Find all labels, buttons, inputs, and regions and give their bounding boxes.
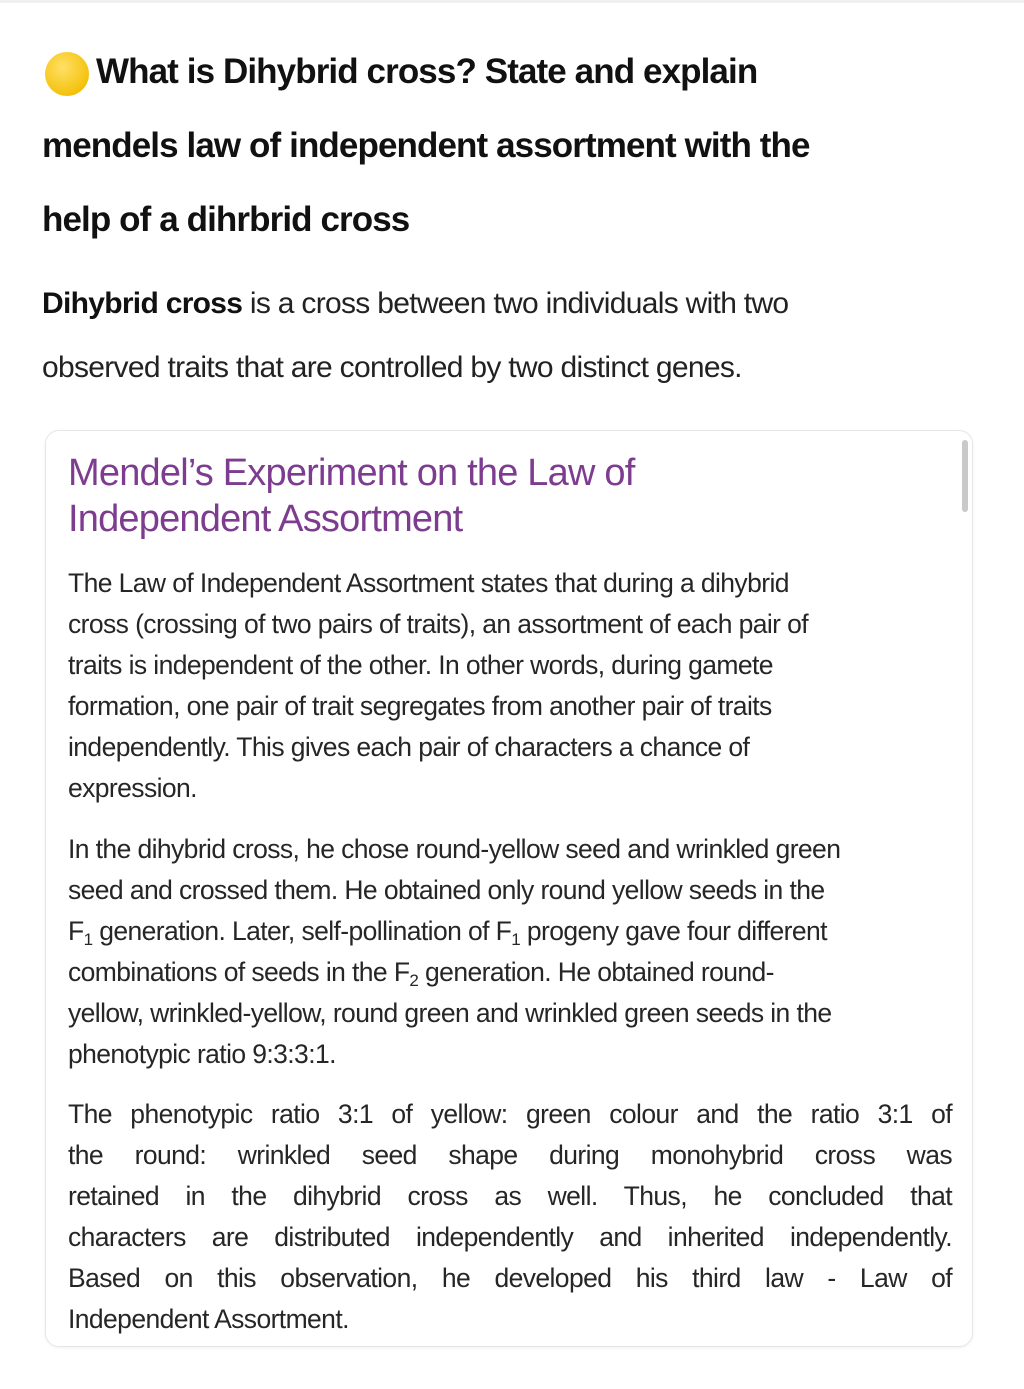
para3-line: characters are distributed independently and inherited independently.	[68, 1222, 952, 1252]
para1-line: traits is independent of the other. In other words, during gamete	[68, 650, 773, 680]
question-line-2: mendels law of independent assortment with the	[42, 126, 810, 165]
subscript: 2	[409, 971, 419, 990]
card-title-line-1: Mendel’s Experiment on the Law of	[68, 452, 635, 494]
subscript: 1	[83, 930, 93, 949]
yellow-circle-icon	[45, 52, 89, 96]
definition-line-2: observed traits that are controlled by two distinct genes.	[42, 351, 742, 384]
para2-line: seed and crossed them. He obtained only round yellow seeds in the	[68, 875, 825, 905]
definition-line-1	[42, 287, 788, 321]
para1-line: independently. This gives each pair of characters a chance of	[68, 732, 750, 762]
para3-line: Independent Assortment.	[68, 1304, 349, 1334]
para3-line: Based on this observation, he developed his third law - Law of	[68, 1263, 952, 1293]
para1-line: expression.	[68, 773, 197, 803]
top-divider	[0, 0, 1024, 3]
text: generation. Later, self-pollination of F	[92, 916, 512, 946]
para2-line: yellow, wrinkled-yellow, round green and wrinkled green seeds in the	[68, 998, 832, 1028]
definition-term: Dihybrid cross	[42, 287, 243, 320]
para2-line: phenotypic ratio 9:3:3:1.	[68, 1039, 336, 1069]
card-title-line-2: Independent Assortment	[68, 498, 463, 540]
card-scrollbar[interactable]	[962, 440, 968, 512]
para3-line: The phenotypic ratio 3:1 of yellow: green colour and the ratio 3:1 of	[68, 1099, 952, 1129]
question-line-3: help of a dihrbrid cross	[42, 200, 410, 239]
para1-line: The Law of Independent Assortment states that during a dihybrid	[68, 568, 789, 598]
para1-line: formation, one pair of trait segregates from another pair of traits	[68, 691, 772, 721]
definition-text: is a cross between two individuals with two	[242, 287, 789, 320]
question-line-1: What is Dihybrid cross? State and explain	[96, 52, 758, 91]
text: combinations of seeds in the F	[68, 957, 410, 987]
text: progeny gave four different	[520, 916, 827, 946]
text: F	[68, 916, 84, 946]
para2-line	[68, 957, 774, 991]
text: generation. He obtained round-	[418, 957, 774, 987]
para3-line: retained in the dihybrid cross as well. Thus, he concluded that	[68, 1181, 952, 1211]
subscript: 1	[511, 930, 521, 949]
para1-line: cross (crossing of two pairs of traits), an assortment of each pair of	[68, 609, 809, 639]
para2-line: In the dihybrid cross, he chose round-yellow seed and wrinkled green	[68, 834, 841, 864]
para2-line	[68, 916, 827, 950]
para3-line: the round: wrinkled seed shape during monohybrid cross was	[68, 1140, 952, 1170]
